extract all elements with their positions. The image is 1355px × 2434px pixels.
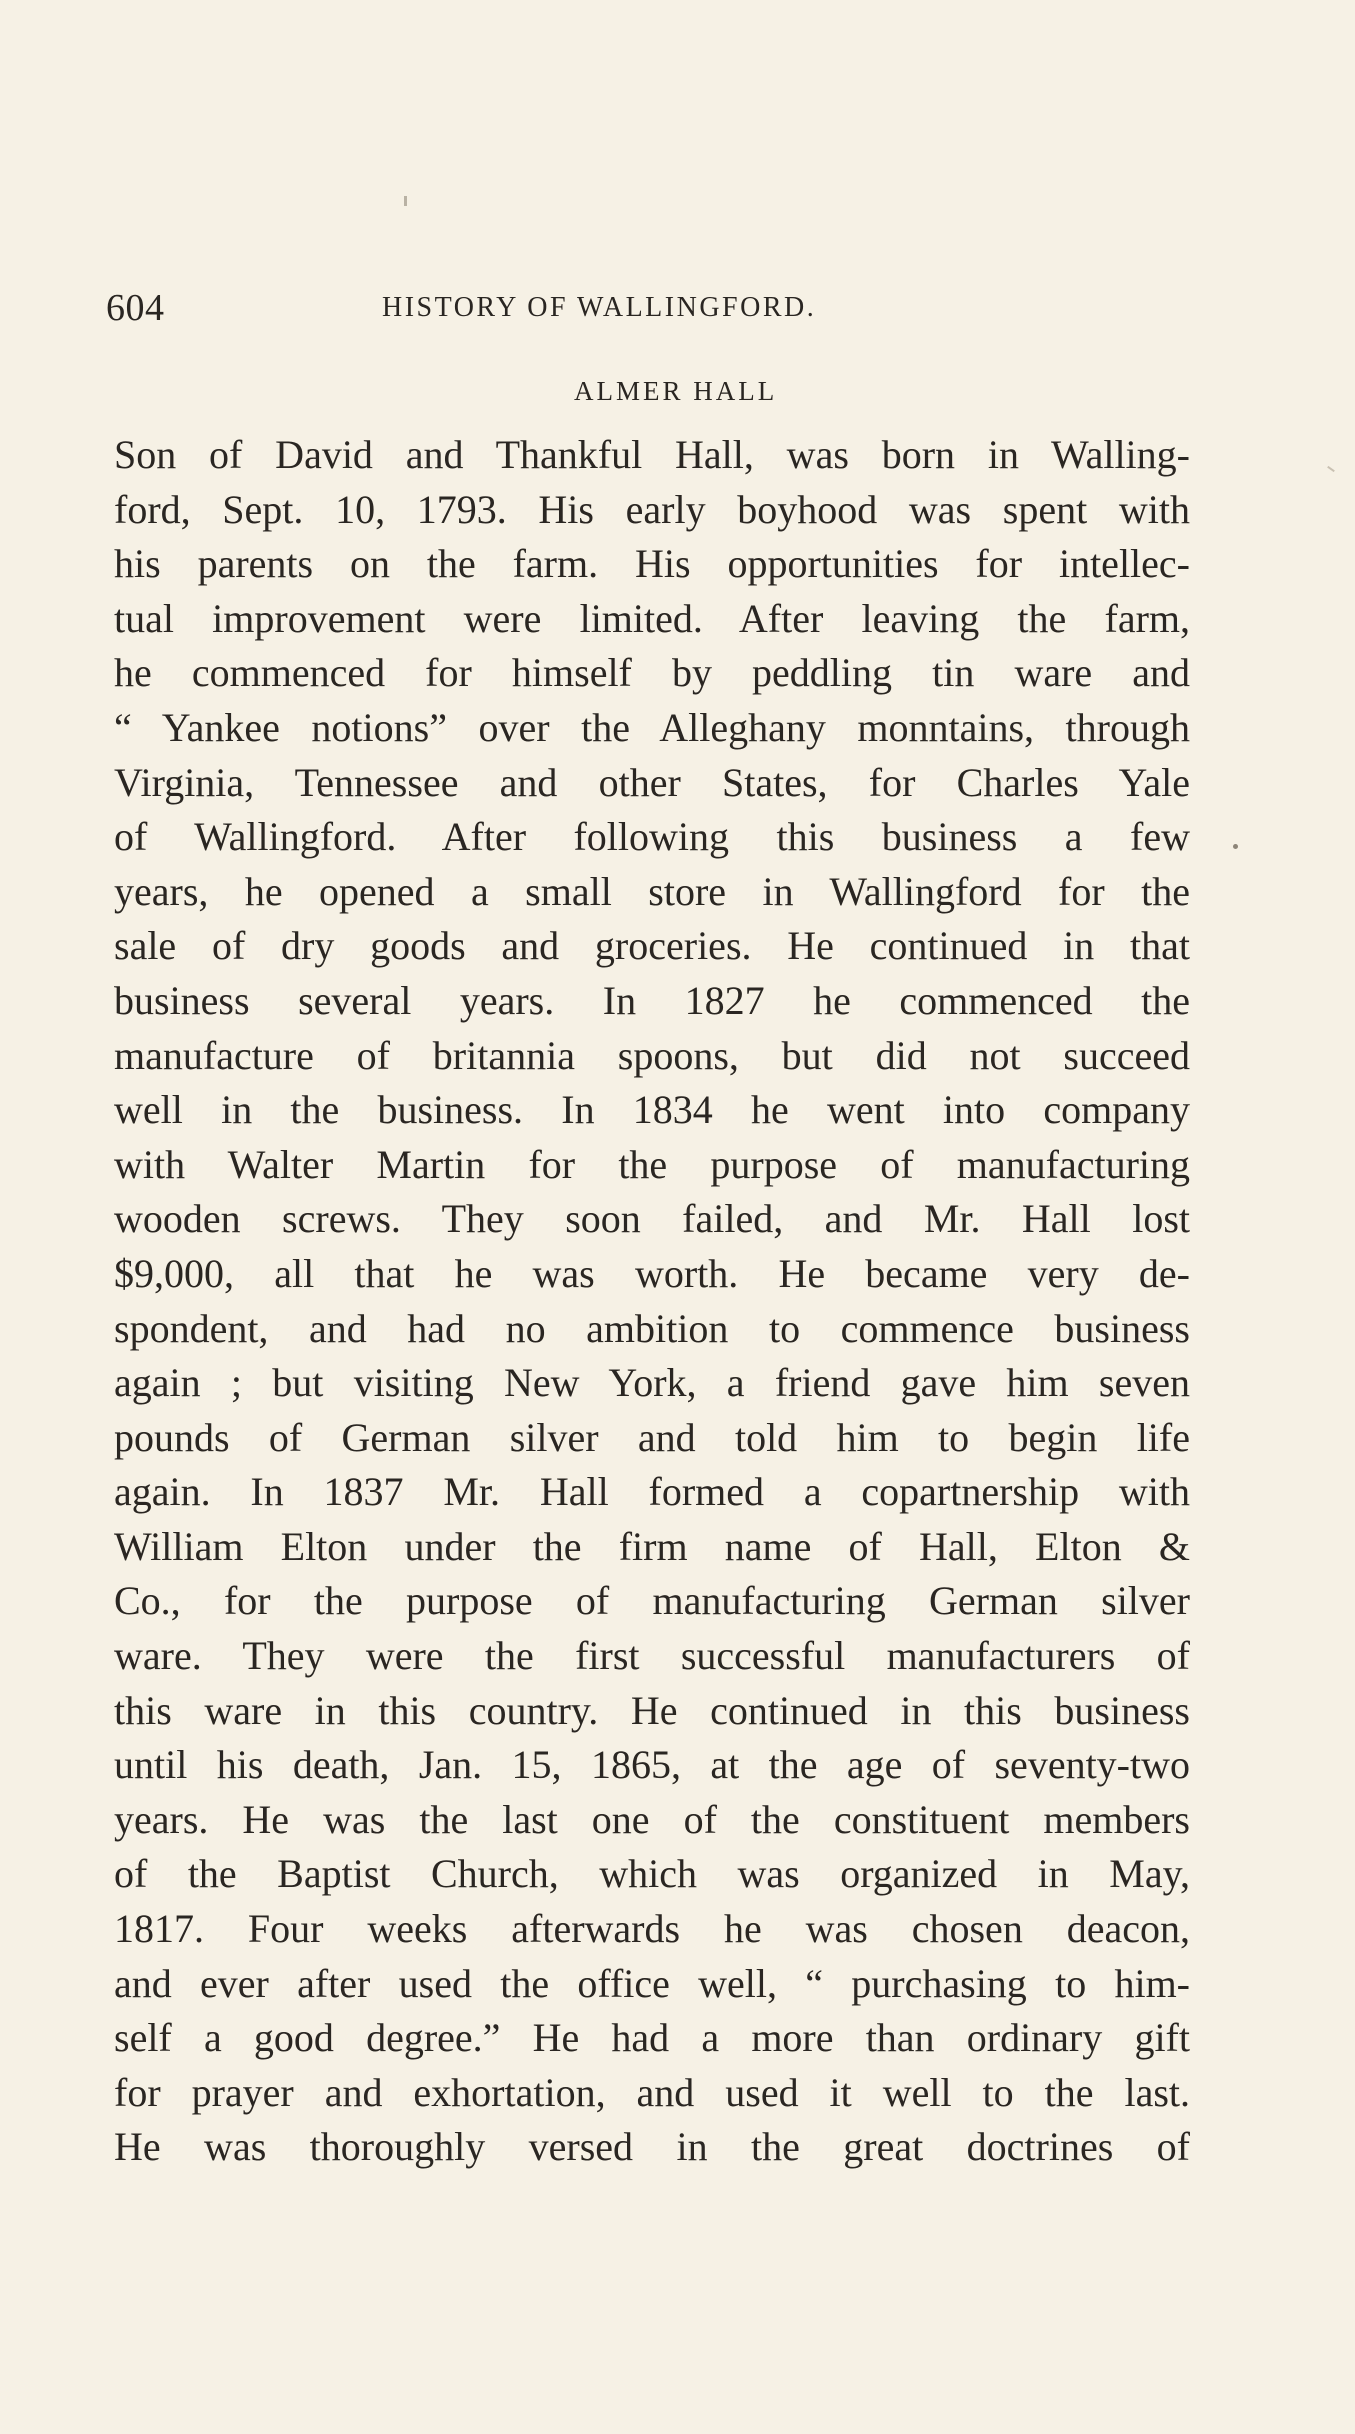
text-line: until his death, Jan. 15, 1865, at the age of seventy-two — [114, 1742, 1190, 1788]
text-line: wooden screws. They soon failed, and Mr. Hall lost — [114, 1196, 1190, 1242]
text-line: years. He was the last one of the constituent members — [114, 1796, 1190, 1842]
text-line: “ Yankee notions” over the Alleghany monntains, through — [114, 704, 1190, 750]
text-line: self a good degree.” He had a more than ordinary gift — [114, 2015, 1190, 2061]
text-line: years, he opened a small store in Wallingford for the — [114, 868, 1190, 914]
body-text — [114, 428, 1190, 2175]
text-line: William Elton under the firm name of Hall, Elton & — [114, 1523, 1190, 1569]
text-line: $9,000, all that he was worth. He became very de- — [114, 1250, 1190, 1296]
text-line: well in the business. In 1834 he went into company — [114, 1087, 1190, 1133]
page-number: 604 — [106, 287, 165, 329]
text-line: Son of David and Thankful Hall, was born in Walling- — [114, 432, 1190, 477]
text-line: his parents on the farm. His opportunities for intellec- — [114, 541, 1190, 587]
text-line: he commenced for himself by peddling tin ware and — [114, 650, 1190, 696]
paper-speck — [1233, 844, 1238, 849]
text-line: Co., for the purpose of manufacturing German silver — [114, 1578, 1190, 1624]
text-line: again. In 1837 Mr. Hall formed a copartnership with — [114, 1469, 1190, 1515]
text-line: He was thoroughly versed in the great doctrines of — [114, 2124, 1190, 2170]
section-title: ALMER HALL — [574, 376, 778, 406]
text-line: of Wallingford. After following this business a few — [114, 814, 1190, 860]
paper-speck — [1327, 466, 1335, 472]
text-line: again ; but visiting New York, a friend gave him seven — [114, 1360, 1190, 1406]
text-line: pounds of German silver and told him to begin life — [114, 1414, 1190, 1460]
text-line: 1817. Four weeks afterwards he was chosen deacon, — [114, 1906, 1190, 1952]
text-line: Virginia, Tennessee and other States, for Charles Yale — [114, 759, 1190, 805]
text-line: this ware in this country. He continued in this business — [114, 1687, 1190, 1733]
text-line: ware. They were the first successful manufacturers of — [114, 1633, 1190, 1679]
page-header — [106, 286, 906, 336]
paper-speck — [404, 196, 407, 206]
text-line: tual improvement were limited. After leaving the farm, — [114, 595, 1190, 641]
text-line: spondent, and had no ambition to commence business — [114, 1305, 1190, 1351]
text-line: of the Baptist Church, which was organized in May, — [114, 1851, 1190, 1897]
text-line: for prayer and exhortation, and used it well to the last. — [114, 2069, 1190, 2115]
text-line: ford, Sept. 10, 1793. His early boyhood was spent with — [114, 486, 1190, 532]
text-line: sale of dry goods and groceries. He continued in that — [114, 923, 1190, 969]
text-line: business several years. In 1827 he commenced the — [114, 977, 1190, 1023]
text-line: manufacture of britannia spoons, but did not succeed — [114, 1032, 1190, 1078]
text-line: with Walter Martin for the purpose of manufacturing — [114, 1141, 1190, 1187]
running-head: HISTORY OF WALLINGFORD. — [382, 292, 817, 323]
text-line: and ever after used the office well, “ purchasing to him- — [114, 1960, 1190, 2006]
